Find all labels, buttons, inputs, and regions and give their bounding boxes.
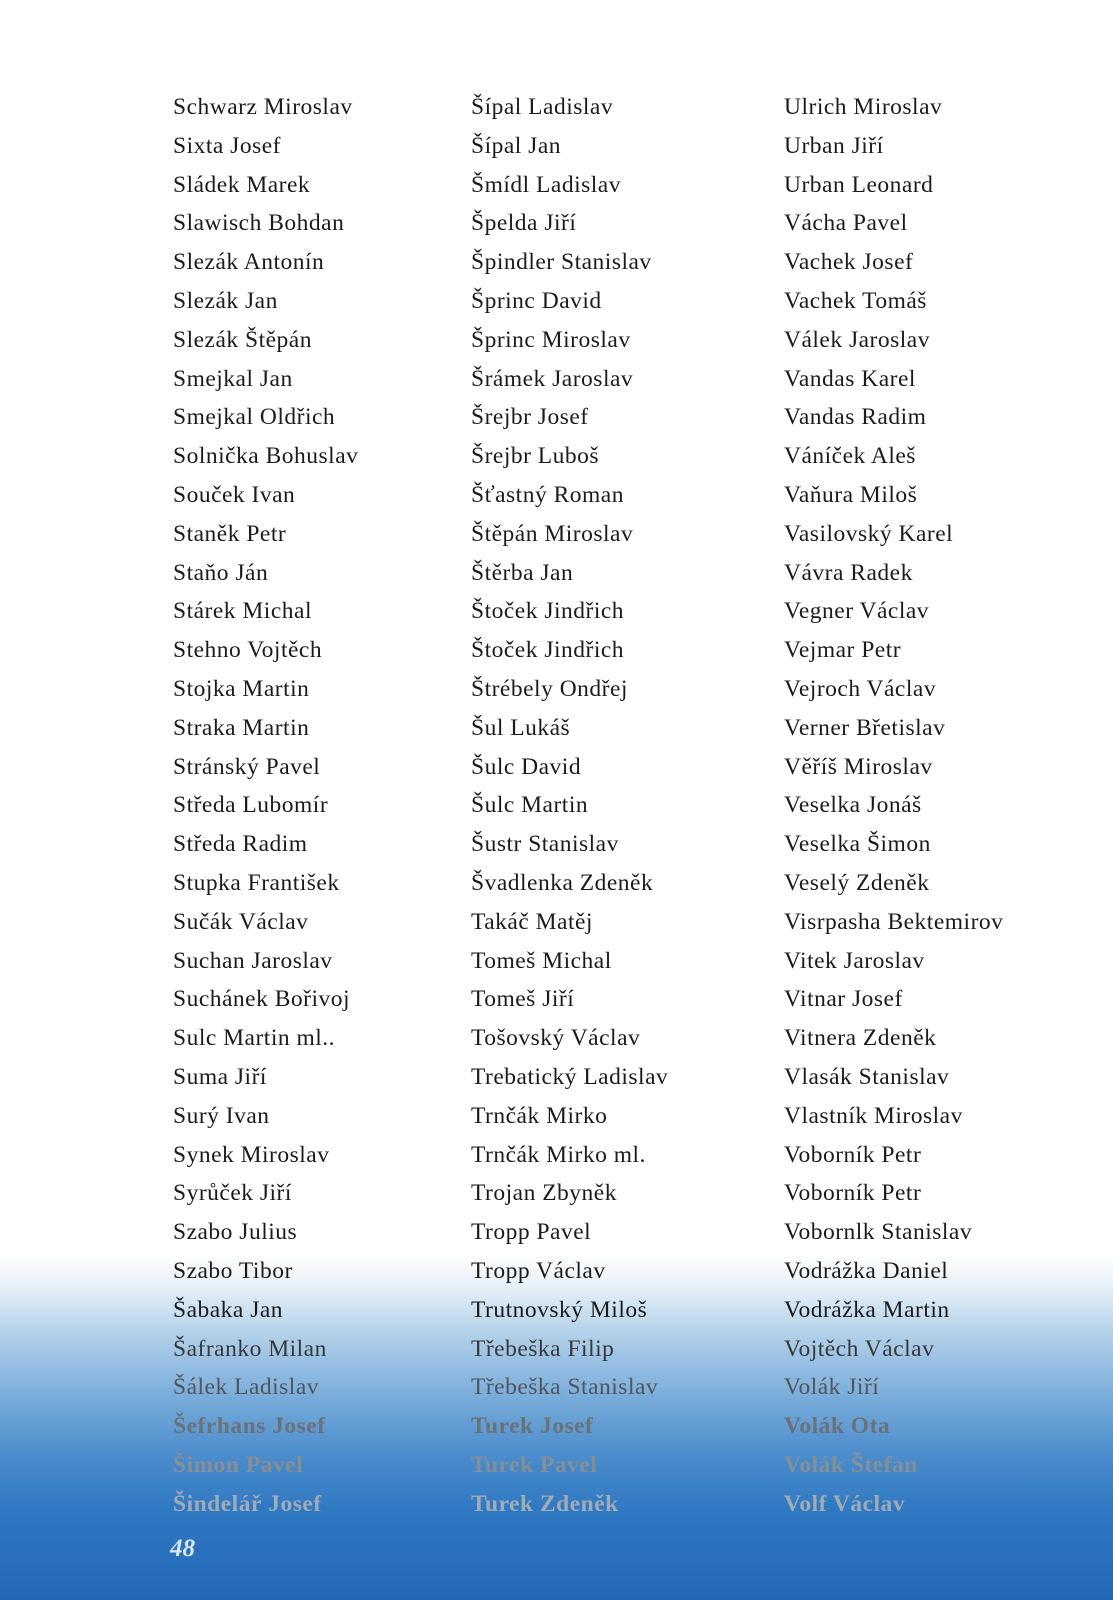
- name-entry: Takáč Matěj: [471, 908, 593, 935]
- name-entry: Trnčák Mirko ml.: [471, 1141, 646, 1168]
- name-entry: Vodrážka Daniel: [784, 1257, 949, 1284]
- name-entry: Váníček Aleš: [784, 443, 916, 470]
- name-entry: Věříš Miroslav: [784, 753, 933, 780]
- name-entry: Štěrba Jan: [471, 559, 574, 586]
- name-entry: Šprinc David: [471, 287, 602, 314]
- name-entry: Tomeš Michal: [471, 947, 612, 974]
- name-entry: Středa Lubomír: [173, 792, 329, 819]
- name-entry: Vasilovský Karel: [784, 520, 954, 547]
- page-number: 48: [170, 1535, 195, 1562]
- name-entry: Vandas Radim: [784, 404, 927, 431]
- name-entry: Vojtěch Václav: [784, 1335, 935, 1362]
- name-entry: Volák Ota: [784, 1413, 891, 1440]
- name-entry: Tomeš Jiří: [471, 986, 575, 1013]
- name-entry: Šálek Ladislav: [173, 1374, 320, 1401]
- name-entry: Suchánek Bořivoj: [173, 986, 351, 1013]
- name-entry: Šrámek Jaroslav: [471, 365, 634, 392]
- name-entry: Suchan Jaroslav: [173, 947, 333, 974]
- name-entry: Šindelář Josef: [173, 1490, 322, 1517]
- name-entry: Špelda Jiří: [471, 210, 577, 237]
- name-entry: Tropp Václav: [471, 1257, 606, 1284]
- name-entry: Volf Václav: [784, 1490, 906, 1517]
- name-entry: Šimon Pavel: [173, 1451, 304, 1478]
- name-entry: Szabo Julius: [173, 1219, 298, 1246]
- name-entry: Volák Jiří: [784, 1374, 880, 1401]
- name-entry: Synek Miroslav: [173, 1141, 330, 1168]
- name-entry: Slawisch Bohdan: [173, 210, 345, 237]
- name-entry: Stránský Pavel: [173, 753, 321, 780]
- name-entry: Středa Radim: [173, 831, 308, 858]
- name-entry: Vitek Jaroslav: [784, 947, 925, 974]
- name-entry: Vitnar Josef: [784, 986, 903, 1013]
- name-entry: Solnička Bohuslav: [173, 443, 359, 470]
- name-entry: Šprinc Miroslav: [471, 326, 631, 353]
- name-entry: Vávra Radek: [784, 559, 913, 586]
- name-entry: Slezák Antonín: [173, 249, 325, 276]
- name-entry: Šafranko Milan: [173, 1335, 327, 1362]
- name-entry: Vejroch Václav: [784, 675, 937, 702]
- name-entry: Šulc Martin: [471, 792, 589, 819]
- name-entry: Voborník Petr: [784, 1180, 922, 1207]
- name-entry: Trojan Zbyněk: [471, 1180, 617, 1207]
- name-entry: Volák Štefan: [784, 1451, 918, 1478]
- name-entry: Vodrážka Martin: [784, 1296, 950, 1323]
- name-entry: Sulc Martin ml..: [173, 1025, 336, 1052]
- name-column-2: [471, 88, 668, 1523]
- name-entry: Turek Josef: [471, 1413, 594, 1440]
- name-entry: Sixta Josef: [173, 132, 281, 159]
- name-entry: Turek Zdeněk: [471, 1490, 619, 1517]
- name-entry: Veselka Jonáš: [784, 792, 922, 819]
- name-entry: Štoček Jindřich: [471, 598, 625, 625]
- name-entry: Šustr Stanislav: [471, 831, 619, 858]
- name-entry: Urban Jiří: [784, 132, 884, 159]
- name-entry: Stehno Vojtěch: [173, 637, 323, 664]
- name-entry: Vachek Josef: [784, 249, 914, 276]
- name-entry: Šul Lukáš: [471, 714, 571, 741]
- name-entry: Surý Ivan: [173, 1102, 270, 1129]
- name-entry: Třebeška Stanislav: [471, 1374, 659, 1401]
- name-entry: Štoček Jindřich: [471, 637, 625, 664]
- name-entry: Šrejbr Luboš: [471, 443, 600, 470]
- name-entry: Štěpán Miroslav: [471, 520, 634, 547]
- name-entry: Turek Pavel: [471, 1451, 598, 1478]
- name-entry: Suma Jiří: [173, 1063, 267, 1090]
- name-entry: Vegner Václav: [784, 598, 930, 625]
- name-entry: Šípal Jan: [471, 132, 562, 159]
- name-entry: Veselka Šimon: [784, 831, 931, 858]
- name-entry: Veselý Zdeněk: [784, 869, 930, 896]
- name-entry: Trutnovský Miloš: [471, 1296, 648, 1323]
- name-entry: Šmídl Ladislav: [471, 171, 621, 198]
- name-entry: Verner Břetislav: [784, 714, 946, 741]
- name-entry: Švadlenka Zdeněk: [471, 869, 654, 896]
- name-entry: Ulrich Miroslav: [784, 94, 943, 120]
- name-entry: Smejkal Jan: [173, 365, 293, 392]
- name-entry: Slezák Jan: [173, 287, 278, 314]
- name-entry: Vejmar Petr: [784, 637, 902, 664]
- name-entry: Smejkal Oldřich: [173, 404, 336, 431]
- name-entry: Štrébely Ondřej: [471, 675, 628, 702]
- name-entry: Straka Martin: [173, 714, 310, 741]
- name-entry: Trebatický Ladislav: [471, 1063, 669, 1090]
- name-entry: Vlasák Stanislav: [784, 1063, 950, 1090]
- name-entry: Voborník Petr: [784, 1141, 922, 1168]
- name-entry: Stojka Martin: [173, 675, 310, 702]
- name-column-3: [784, 88, 1003, 1523]
- name-entry: Vitnera Zdeněk: [784, 1025, 937, 1052]
- name-entry: Souček Ivan: [173, 481, 296, 508]
- name-entry: Stupka František: [173, 869, 340, 896]
- name-entry: Stárek Michal: [173, 598, 312, 625]
- name-entry: Staněk Petr: [173, 520, 287, 547]
- name-entry: Tošovský Václav: [471, 1025, 641, 1052]
- name-entry: Urban Leonard: [784, 171, 934, 198]
- name-entry: Šabaka Jan: [173, 1296, 284, 1323]
- name-entry: Visrpasha Bektemirov: [784, 908, 1004, 935]
- name-entry: Šípal Ladislav: [471, 94, 614, 120]
- name-entry: Šulc David: [471, 753, 582, 780]
- name-entry: Válek Jaroslav: [784, 326, 930, 353]
- name-entry: Sučák Václav: [173, 908, 309, 935]
- name-entry: Vácha Pavel: [784, 210, 908, 237]
- name-entry: Schwarz Miroslav: [173, 94, 353, 120]
- name-column-1: [173, 88, 358, 1523]
- name-entry: Vandas Karel: [784, 365, 916, 392]
- name-entry: Slezák Štěpán: [173, 326, 312, 353]
- name-entry: Vaňura Miloš: [784, 481, 918, 508]
- name-entry: Vachek Tomáš: [784, 287, 927, 314]
- name-entry: Šrejbr Josef: [471, 404, 589, 431]
- name-entry: Vobornlk Stanislav: [784, 1219, 973, 1246]
- name-entry: Tropp Pavel: [471, 1219, 592, 1246]
- name-entry: Sládek Marek: [173, 171, 311, 198]
- name-entry: Trnčák Mirko: [471, 1102, 608, 1129]
- name-entry: Vlastník Miroslav: [784, 1102, 963, 1129]
- name-entry: Staňo Ján: [173, 559, 269, 586]
- name-entry: Szabo Tibor: [173, 1257, 293, 1284]
- name-entry: Syrůček Jiří: [173, 1180, 292, 1207]
- name-entry: Šefrhans Josef: [173, 1413, 326, 1440]
- name-entry: Třebeška Filip: [471, 1335, 615, 1362]
- name-entry: Špindler Stanislav: [471, 249, 652, 276]
- name-entry: Šťastný Roman: [471, 481, 624, 508]
